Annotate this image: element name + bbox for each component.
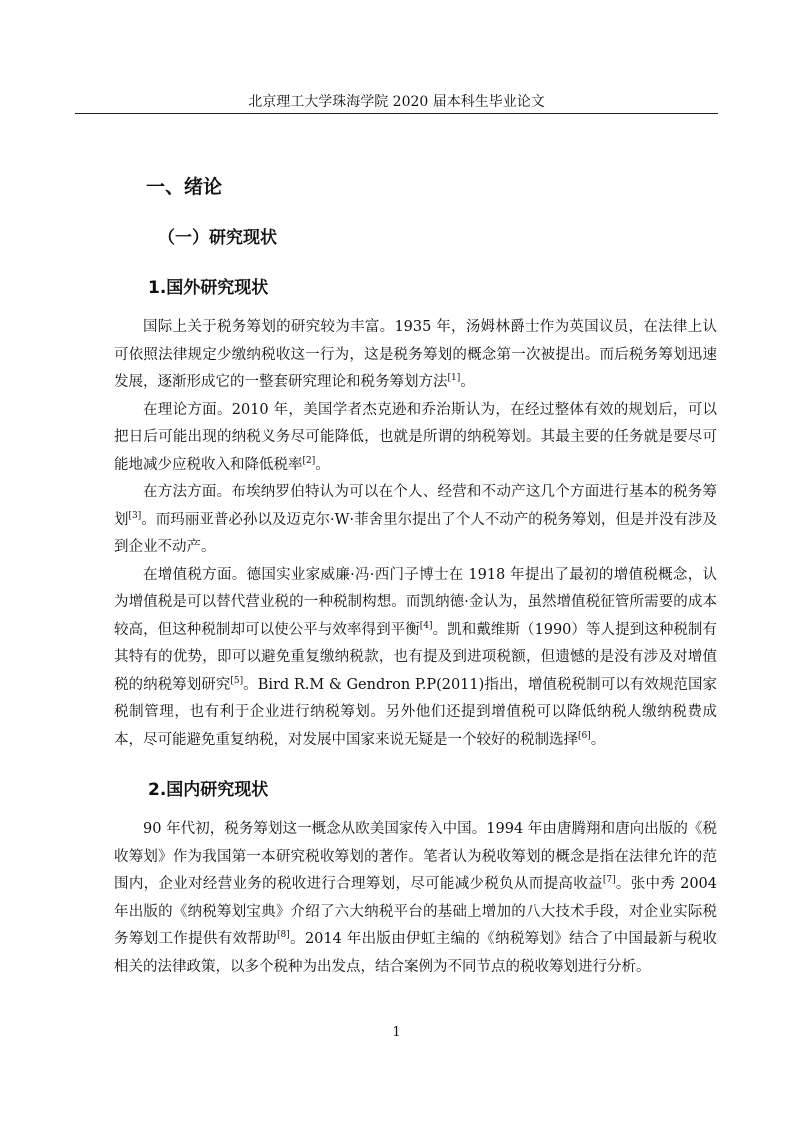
paragraph-text: 在方法方面。布埃纳罗伯特认为可以在个人、经营和不动产这几个方面进行基本的税务筹划	[114, 484, 717, 528]
paragraph-text: 90 年代初，税务筹划这一概念从欧美国家传入中国。1994 年由唐腾翔和唐向出版的《税收筹划》作为我国第一本研究税收筹划的著作。笔者认为税收筹划的概念是指在法律允许的范围内，企业对经营业务的税收进行合理筹划，尽可能减少税负从而提高收益	[114, 821, 717, 892]
citation-ref: [3]	[128, 510, 142, 521]
paragraph	[114, 397, 717, 480]
paragraph-text: 在理论方面。2010 年，美国学者杰克逊和乔治斯认为，在经过整体有效的规划后，可以把日后可能出现的纳税义务尽可能降低，也就是所谓的纳税筹划。其最主要的任务就是要尽可能地减少应税收入和降低税率	[114, 401, 717, 473]
paragraph-text: 。2014 年出版由伊虹主编的《纳税筹划》结合了中国最新与税收相关的法律政策，以多个税种为出发点，结合案例为不同节点的税收筹划进行分析。	[114, 931, 717, 975]
subsection-title-foreign: 1.国外研究现状	[148, 278, 269, 298]
paragraph-text: 。张中秀 2004 年出版的《纳税筹划宝典》介绍了六大纳税平台的基础上增加的八大技术手段，对企业实际税务筹划工作提供有效帮助	[114, 876, 718, 947]
citation-ref: [1]	[447, 373, 461, 384]
running-header: 北京理工大学珠海学院 2020 届本科生毕业论文	[248, 94, 545, 110]
header-rule	[75, 113, 718, 114]
paragraph-text: 。而玛丽亚普必孙以及迈克尔·W·菲舍里尔提出了个人不动产的税务筹划，但是并没有涉及到企业不动产。	[114, 511, 717, 555]
paragraph-text: 。Bird R.M & Gendron P.P(2011)指出，增值税税制可以有效规范国家税制管理，也有利于企业进行纳税筹划。另外他们还提到增值税可以降低纳税人缴纳税费成本，尽可能避免重复纳税，对发展中国家来说无疑是一个较好的税制选择	[114, 676, 718, 748]
citation-ref: [2]	[302, 455, 316, 466]
citation-ref: [6]	[578, 730, 591, 741]
paragraph-text: 国际上关于税务筹划的研究较为丰富。1935 年，汤姆林爵士作为英国议员，在法律上认可依照法律规定少缴纳税收这一行为，这是税务筹划的概念第一次被提出。而后税务筹划迅速发展，逐渐形成它的一整套研究理论和税务筹划方法	[114, 319, 717, 390]
paragraph-text: 。	[590, 731, 606, 748]
paragraph-text: 。	[315, 456, 330, 473]
paragraph-text: 在增值税方面。德国实业家威廉·冯·西门子博士在 1918 年提出了最初的增值税概念，认为增值税是可以替代营业税的一种税制构想。而凯纳德·金认为，虽然增值税征管所需要的成本较高，但这种税制却可以使公平与效率得到平衡	[114, 566, 717, 638]
page-body	[114, 170, 717, 981]
citation-ref: [8]	[277, 930, 290, 941]
paragraph	[114, 314, 717, 397]
chapter-title: 一、绪论	[146, 176, 223, 198]
citation-ref: [7]	[602, 875, 616, 886]
paragraph	[114, 816, 717, 981]
section-title: （一）研究现状	[158, 228, 277, 248]
subsection-title-domestic: 2.国内研究现状	[148, 780, 269, 800]
page-number: 1	[392, 1025, 401, 1040]
paragraph	[114, 562, 717, 755]
citation-ref: [4]	[419, 620, 433, 631]
paragraph-text: 。	[460, 374, 475, 390]
paragraph-text: 。凯和戴维斯（1990）等人提到这种税制有其特有的优势，即可以避免重复缴纳税款，也有提及到进项税额，但遗憾的是没有涉及对增值税的纳税筹划研究	[114, 621, 717, 693]
citation-ref: [5]	[230, 675, 244, 686]
paragraph	[114, 479, 717, 562]
